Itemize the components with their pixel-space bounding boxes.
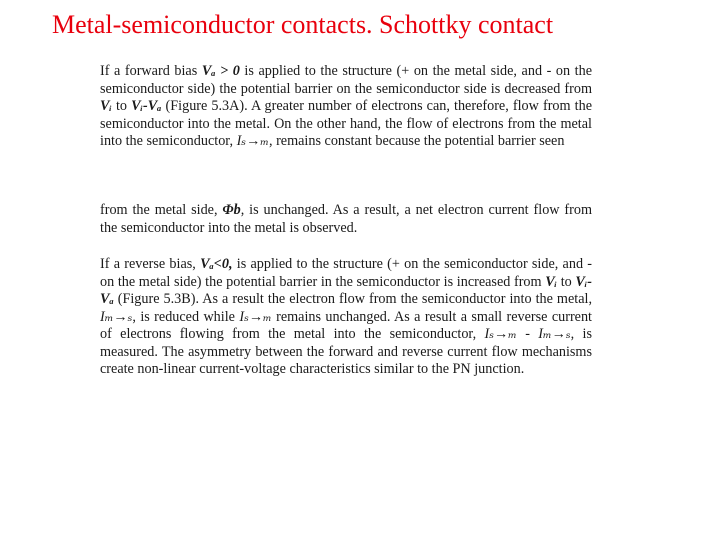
text-run: (Figure 5.3B). As a result the electron flow from the semiconductor into the metal, [113,291,592,307]
math-forward-bias: Vₐ > 0 [201,63,240,79]
paragraph-forward-bias [100,63,592,151]
math-net-reverse-current: Iₛ→ₘ - Iₘ→ₛ [484,326,571,342]
paragraph-barrier-unchanged [100,202,592,237]
text-run: If a forward bias [100,63,202,79]
math-vi-minus-va: Vᵢ-Vₐ [100,273,592,307]
text-run: to [111,98,132,114]
text-run: to [557,273,576,290]
math-phi-b: Φb [222,202,241,218]
text-run: (Figure 5.3A). A greater number of electrons can, therefore, flow from the semiconductor into the metal. On the other hand, the flow of electrons from the metal into the semiconductor, [100,98,592,149]
text-run: remains unchanged. As a result a small reverse current of electrons flowing from the metal into the semiconductor, [100,308,592,342]
text-run: If a reverse bias, [100,256,201,272]
math-vi: Vᵢ [545,273,558,290]
math-reverse-bias: Vₐ<0, [200,256,233,272]
text-run: is applied to the structure (+ on the semiconductor side, and - on the metal side) the potential barrier in the semiconductor is increased from [100,256,593,290]
text-run: , remains constant because the potential barrier seen [268,133,565,149]
text-run: , is unchanged. As a result, a net electron current flow from the semiconductor into the metal is observed. [100,202,593,236]
text-run: , is reduced while [132,308,240,325]
math-vi-minus-va: Vᵢ-Vₐ [131,98,162,114]
slide-title: Metal-semiconductor contacts. Schottky contact [52,10,554,39]
paragraph-reverse-bias [100,256,592,379]
text-run: , is measured. The asymmetry between the forward and reverse current flow mechanisms create non-linear current-voltage characteristics similar to the PN junction. [100,326,592,377]
text-run: is applied to the structure (+ on the metal side, and - on the semiconductor side) the potential barrier on the semiconductor side is decreased from [100,63,593,97]
math-vi: Vᵢ [100,98,112,114]
math-i-s-to-m: Iₛ→ₘ [239,308,272,325]
math-i-s-to-m: Iₛ→ₘ [236,133,269,149]
text-run: from the metal side, [100,202,223,218]
math-i-m-to-s: Iₘ→ₛ [100,308,133,325]
